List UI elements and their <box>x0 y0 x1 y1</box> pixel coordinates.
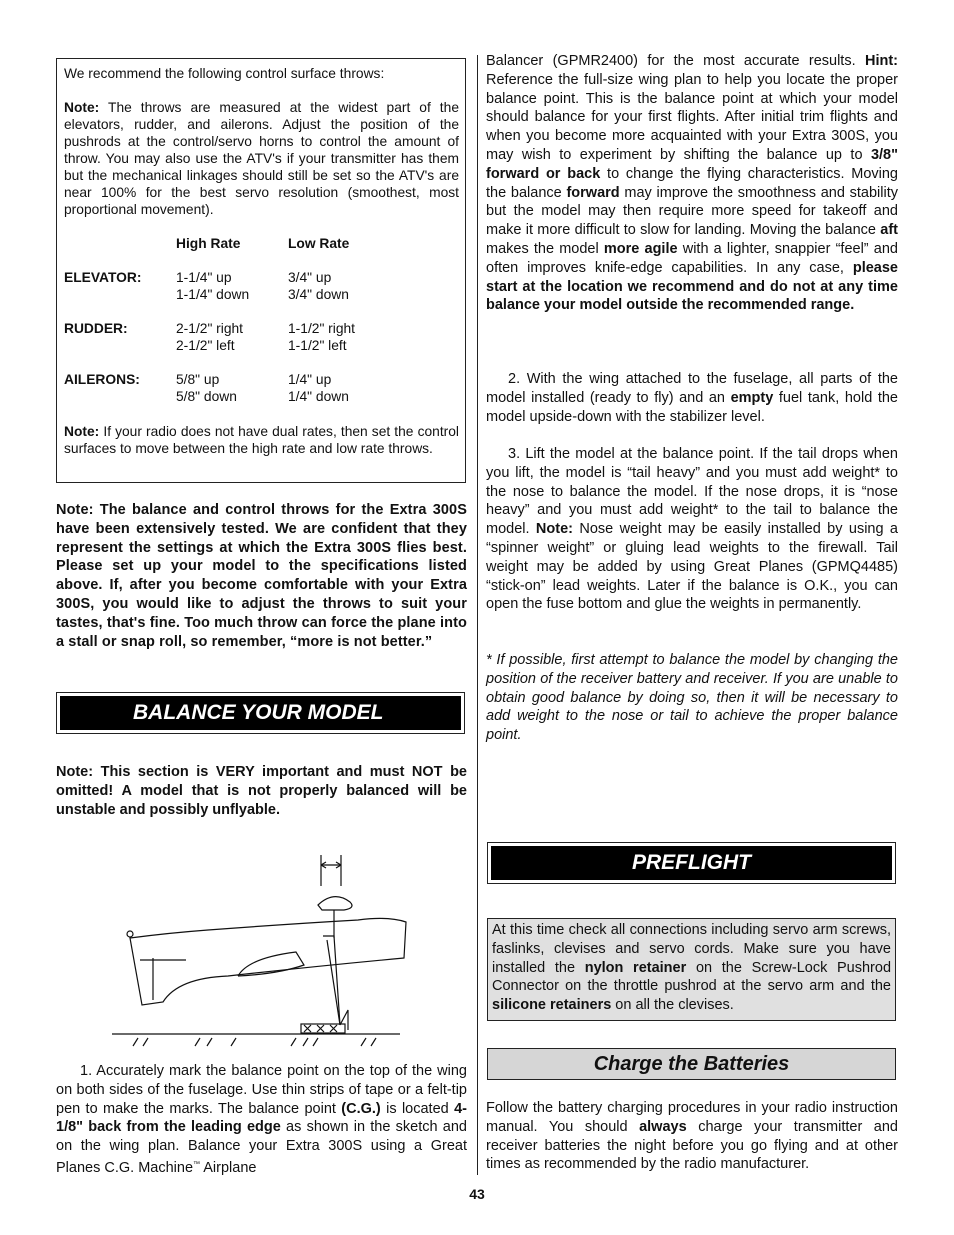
preflight-box <box>487 918 896 1021</box>
cell: 1-1/4" down <box>176 287 250 302</box>
important-note: Note: This section is VERY important and must NOT be omitted! A model that is not properly balanced will be unstable and possibly unflyable. <box>56 764 467 818</box>
page-number: 43 <box>469 1186 485 1202</box>
cell: 3/4" up <box>288 270 332 285</box>
col-high-rate: High Rate <box>176 236 241 251</box>
throws-note-2: Note: If your radio does not have dual rates, then set the control surfaces to move between the high rate and low rate throws. <box>64 424 459 456</box>
balance-diagram <box>108 850 408 1050</box>
preflight-text: At this time check all connections including servo arm screws, faslinks, clevises and servo cords. Make sure you have installed the nylon retainer on the Screw-Lock Pushrod Connector on the throttle pushrod at the servo arm and the silicone retainers on all the clevises. <box>492 922 892 1014</box>
col-low-rate: Low Rate <box>288 236 350 251</box>
cell: 1/4" down <box>288 389 349 404</box>
cell: 1-1/2" left <box>288 338 347 353</box>
section-heading-charge: Charge the Batteries <box>487 1048 896 1080</box>
cell: 1-1/2" right <box>288 321 356 336</box>
charge-text: Follow the battery charging procedures in your radio instruction manual. You should always charge your transmitter and receiver batteries the night before you go flying and at other times as recommended by the radio manufacturer. <box>486 1100 898 1173</box>
section-heading-preflight <box>487 842 896 884</box>
section-title: BALANCE YOUR MODEL <box>60 696 461 730</box>
balance-throws-note: Note: The balance and control throws for the Extra 300S have been extensively tested. We are confident that they represent the settings at which the Extra 300S flies best. Please set up your model to the specifications listed above. If, after you become comfortable with your Extra 300S, you would like to adjust the throws to suit your tastes, that's fine. Too much throw can force the plane into a stall or snap roll, so remember, “more is not better.” <box>56 502 467 650</box>
cell: 2-1/2" left <box>176 338 235 353</box>
cell: 1-1/4" up <box>176 270 232 285</box>
column-divider <box>477 55 478 1175</box>
section-heading-balance <box>56 692 465 734</box>
cell: 3/4" down <box>288 287 349 302</box>
throws-intro: We recommend the following control surface throws: <box>64 66 385 81</box>
row-label-ailerons: AILERONS: <box>64 372 140 387</box>
cell: 2-1/2" right <box>176 321 244 336</box>
section-title: PREFLIGHT <box>491 846 892 880</box>
row-label-elevator: ELEVATOR: <box>64 270 142 285</box>
balance-continued: Balancer (GPMR2400) for the most accurate results. Hint: Reference the full-size wing plan to help you locate the proper balance point. This is the balance point at which your model should balance for your first flights. After initial trim flights and when you become more acquainted with your Extra 300S, you may wish to experiment by shifting the balance up to 3/8" forward or back to change the flying characteristics. Moving the balance forward may improve the smoothness and stability but the model may then require more speed for takeoff and make it more difficult to slow for landing. Moving the balance aft makes the model more agile with a lighter, snappier “feel” and often improves knife-edge capabilities. In any case, please start at the location we recommend and do not at any time balance your model outside the recommended range. <box>486 53 899 314</box>
step-3: 3. Lift the model at the balance point. If the tail drops when you lift, the model is “tail heavy” and you must add weight* to the nose to balance the model. If the nose drops, it is “nose heavy” and you must add weight* to the tail to balance the model. Note: Nose weight may be easily installed by using a “spinner weight” or gluing lead weights to the firewall. Tail weight may be added by using Great Planes (GPMQ4485) “stick-on” lead weights. Later if the balance is O.K., you can open the fuse bottom and glue the weights in permanently. <box>486 446 898 613</box>
throws-box <box>56 58 466 483</box>
step-1: 1. Accurately mark the balance point on the top of the wing on both sides of the fuselage. Use thin strips of tape or a felt-tip pen to make the marks. The balance point (C.G.) is located 4-1/8" back from the leading edge as shown in the sketch and on the wing plan. Balance your Extra 300S using a Great Planes C.G. Machine™ Airplane <box>56 1063 467 1176</box>
row-label-rudder: RUDDER: <box>64 321 128 336</box>
cell: 5/8" down <box>176 389 237 404</box>
footnote: * If possible, first attempt to balance the model by changing the position of the receiver battery and receiver. If you are unable to obtain good balance by doing so, then it will be necessary to add weight to the nose or tail to achieve the proper balance point. <box>486 652 898 744</box>
cell: 5/8" up <box>176 372 220 387</box>
cell: 1/4" up <box>288 372 332 387</box>
step-2: 2. With the wing attached to the fuselage, all parts of the model installed (ready to fly) and an empty fuel tank, hold the model upside-down with the stabilizer level. <box>486 371 898 425</box>
throws-note: Note: The throws are measured at the widest part of the elevators, rudder, and ailerons. Adjust the position of the pushrods at the control/servo horns to control the amount of throw. You may also use the ATV's if your transmitter has them but the mechanical linkages should still be set so the ATV's are near 100% for the best servo resolution (smoothest, most proportional movement). <box>64 100 459 217</box>
throws-table <box>64 235 355 405</box>
